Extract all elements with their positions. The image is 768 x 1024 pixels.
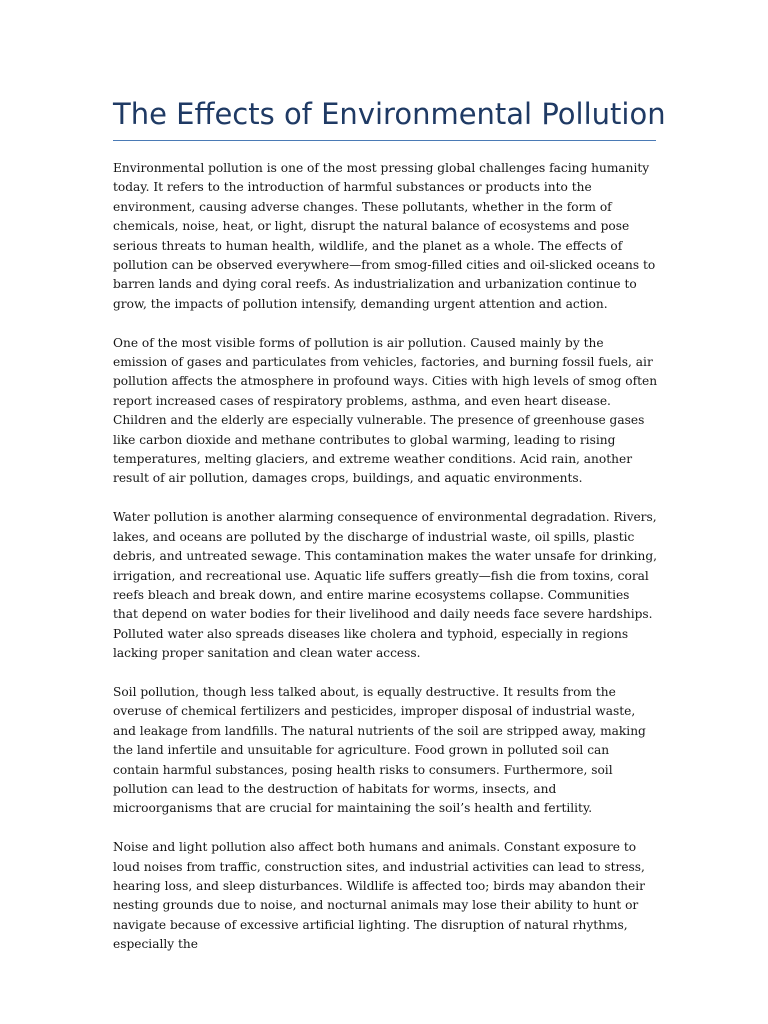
paragraph-soil-pollution: Soil pollution, though less talked about, is equally destructive. It results from the overuse of chemical fertilizers and pesticides, improper disposal of industrial waste, and leakage from landfills. The natural nutrients of the soil are stripped away, making the land infertile and unsuitable for agriculture. Food grown in polluted soil can contain harmful substances, posing health risks to consumers. Furthermore, soil pollution can lead to the destruction of habitats for worms, insects, and microorganisms that are crucial for maintaining the soil’s health and fertility.	[113, 684, 646, 816]
document-body	[113, 159, 658, 974]
paragraph-introduction: Environmental pollution is one of the most pressing global challenges facing humanity today. It refers to the introduction of harmful substances or products into the environment, causing adverse changes. These pollutants, whether in the form of chemicals, noise, heat, or light, disrupt the natural balance of ecosystems and pose serious threats to human health, wildlife, and the planet as a whole. The effects of pollution can be observed everywhere—from smog-filled cities and oil-slicked oceans to barren lands and dying coral reefs. As industrialization and urbanization continue to grow, the impacts of pollution intensify, demanding urgent attention and action.	[113, 161, 656, 311]
document-title: The Effects of Environmental Pollution	[113, 97, 666, 131]
paragraph-water-pollution: Water pollution is another alarming consequence of environmental degradation. Rivers, lakes, and oceans are polluted by the discharge of industrial waste, oil spills, plastic debris, and untreated sewage. This contamination makes the water unsafe for drinking, irrigation, and recreational use. Aquatic life suffers greatly—fish die from toxins, coral reefs bleach and break down, and entire marine ecosystems collapse. Communities that depend on water bodies for their livelihood and daily needs face severe hardships. Polluted water also spreads diseases like cholera and typhoid, especially in regions lacking proper sanitation and clean water access.	[113, 510, 657, 661]
paragraph-noise-light-pollution: Noise and light pollution also affect both humans and animals. Constant exposure to loud noises from traffic, construction sites, and industrial activities can lead to stress, hearing loss, and sleep disturbances. Wildlife is affected too; birds may abandon their nesting grounds due to noise, and nocturnal animals may lose their ability to hunt or navigate because of excessive artificial lighting. The disruption of natural rhythms, especially the	[113, 840, 645, 952]
title-underline-divider	[113, 140, 656, 141]
paragraph-air-pollution: One of the most visible forms of pollution is air pollution. Caused mainly by the emission of gases and particulates from vehicles, factories, and burning fossil fuels, air pollution affects the atmosphere in profound ways. Cities with high levels of smog often report increased cases of respiratory problems, asthma, and even heart disease. Children and the elderly are especially vulnerable. The presence of greenhouse gases like carbon dioxide and methane contributes to global warming, leading to rising temperatures, melting glaciers, and extreme weather conditions. Acid rain, another result of air pollution, damages crops, buildings, and aquatic environments.	[113, 335, 658, 486]
